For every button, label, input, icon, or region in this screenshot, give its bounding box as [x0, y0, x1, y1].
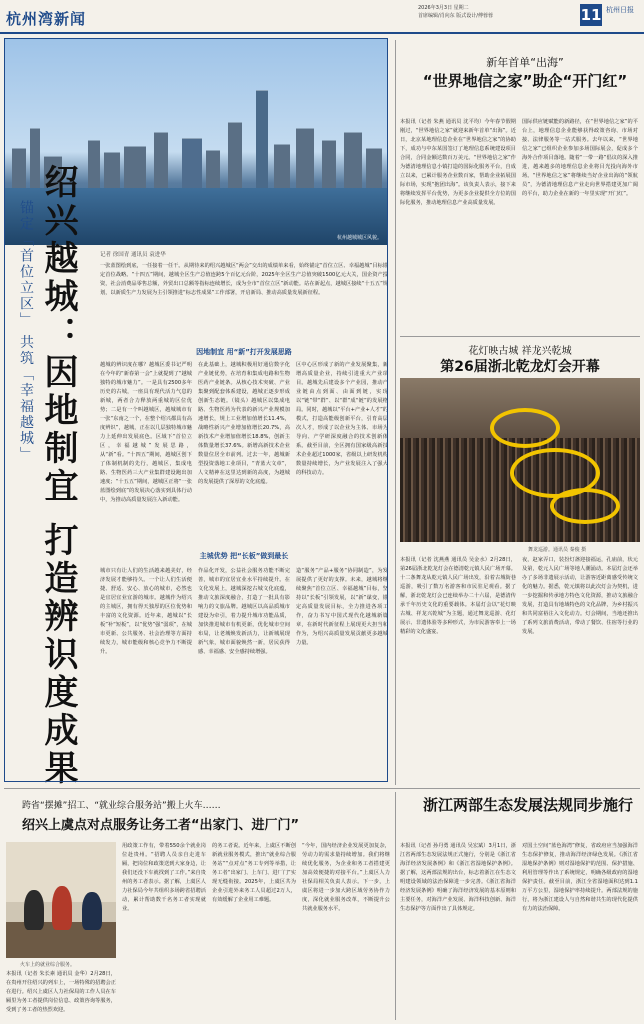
story2-kicker: 花灯映古城 祥龙兴乾城 — [468, 346, 572, 357]
lead-frame — [4, 38, 388, 782]
section2-col3: 造“服务”产品+服务“协同制造”，为发展提供了更好的支撑。未来，越城将继续聚焦“首位立区、幸福越城”目标，坚持以“长板”引领发展，以“新”谋变，锚定高质量发展目标，全力推进各项工作，奋力书写中国式现代化越城新篇章，在新时代新征程上展现更大担当和作为，为绍兴高质量发展贡献更多越城力量。 — [296, 568, 388, 646]
section2-head: 主城优势 把“长板”做到最长 — [199, 552, 289, 560]
story3-title: 浙江两部生态发展法规同步施行 — [422, 796, 633, 814]
section1-col3: 区中心区形成了新的产业发展聚集，新增高质量企业，持续引进重大产业项目。越城先后建设多个产业园，推动产业链由点到面、由面到链，实现以“链”带“群”、以“群”成“链”的发展格局。同时，越城以“平台+产业+人才”的模式，打造高能级创新平台，引育高层次人才，形成了以企业为主体、市场为导向、产学研深度融合的技术创新体系。截至目前，全区拥有国家级高新技术企业超过1000家，省级以上研发机构数量持续增长，为产业发展注入了强大的科技动力。 — [296, 362, 388, 476]
editor-line: 首席编辑/肖向东 版式设计/傅蓉蓉 — [418, 13, 493, 19]
story1-col1: 本报讯（记者 朱燕 通讯员 沈平均）今年春节假期刚过，“世界地信之家”就迎来新年首单“出海”。近日，北京某地理信息企业在“世界地信之家”的协助下，成功与中东某国签订了地理信息系统建设项目合同，合同金额达数百万美元。“世界地信之家”作为德清地理信息小镇打造的国际化服务平台，自成立以来，已累计服务企业数百家，帮助企业拓展国际市场，实现“抱团出海”。该负责人表示，接下来将继续发挥平台优势，为更多企业提供全方位的国际化服务，推动地理信息产业高质量发展。 — [400, 119, 516, 206]
story2-title: 第26届浙北乾龙灯会开幕 — [440, 359, 600, 375]
masthead — [0, 0, 644, 34]
lead-subhead: 锚定「首位立区」 共筑「幸福越城」 — [18, 200, 34, 463]
masthead-meta — [418, 4, 578, 20]
story-divider — [400, 336, 640, 337]
column-divider — [395, 40, 396, 785]
bottom-photo-caption: 火车上的就业综合服务。 — [20, 962, 76, 968]
bottom-col3: 的务工者说。近年来，上虞区不断创新就业服务模式，推出“就业综合服务站”“点对点”务工专列等举措，让务工者“出家门、上车门、进厂门”实现无缝衔接。2025年，上虞区共为企业引进外来务工人员超过2万人，有效缓解了企业用工难题。 — [212, 843, 296, 903]
story1-kicker: 新年首单“出海” — [486, 56, 564, 69]
story2-col2: 夜，赵家弄口，装扮灯盏迎接福运，孔庙前，状元及第，乾元人民广场等地人潮涌动。本届灯会还举办了多场非遗展示活动，让游客近距离感受传统文化的魅力。据悉，乾元镇将以此次灯会为契机，进一步挖掘和传承地方特色文化资源，推动文旅融合发展，打造具有地域特色的文化品牌，为乡村振兴和共同富裕注入文化动力。灯会期间，当地还推出了系列文旅消费活动，带动了餐饮、住宿等行业的发展。 — [522, 557, 638, 635]
section1-head: 因地制宜 用“新”打开发展思路 — [196, 348, 292, 356]
story2-col1: 本报讯（记者 沈燕燕 通讯员 吴金水）2月28日，第26届浙北乾龙灯会在德清乾元镇人民广场开幕。十二条舞龙从乾元镇人民广场出发，沿着古城街巷巡游，吸引了数万名游客和市民驻足观看。据了解，浙北乾龙灯会已连续举办二十六届，是德清传承千年历史文化的重要载体。本届灯会以“花灯映古城、祥龙兴乾城”为主题，通过舞龙巡游、花灯展示、非遗体验等多种形式，为市民游客奉上一场精彩的文化盛宴。 — [400, 557, 516, 635]
section-title: 杭州湾新闻 — [6, 10, 87, 28]
bottom-divider — [4, 788, 640, 789]
page-number: 11 — [580, 6, 602, 24]
bottom-column-divider — [395, 792, 396, 1020]
section2-col2: 作品化开发，公益社会服务功能不断完善，城市的宜居宜业水平持续提升。在文化发展上，越城深挖古城文化底蕴，推动文旅深度融合，打造了一批具有影响力的文旅品牌。越城区以高品质城市建设为牵引，着力提升城市功能品质，加快推进城市有机更新，优化城市空间布局，让老城焕发新活力，让新城展现新气象，城市面貌焕然一新，居民获得感、幸福感、安全感持续增强。 — [198, 568, 290, 655]
date-line: 2026年3月3日 星期二 — [418, 5, 469, 11]
bottom-col1: 本报讯（记者 朱长素 通讯员 金华）2月28日，在贵州开往绍兴的列车上，一场特殊的招聘会正在进行。绍兴上虞区人力社保局的工作人员在车厢里为务工者提供岗位信息、政策咨询等服务，受到了务工者的热烈欢迎。 — [6, 971, 116, 1013]
lead-photo-caption: 杭州越城城区风貌。 — [336, 235, 382, 241]
section2-col1: 城市只有让人们的生活越来越美好，经济发展才能够持久。一个让人们生活便捷、舒适、安心、放心的城市，必然也是宜居宜业宜游的城市。越城作为绍兴的主城区，拥有得天独厚的区位优势和丰富的文化资源。近年来，越城以“长板”补“短板”，以“优势”强“弱项”，在城市更新、公共服务、社会治理等方面持续发力，城市能级和核心竞争力不断提升。 — [100, 568, 192, 655]
story1-col2: 国际供应链赋能的新路径，在“世界地信之家”的平台上，地理信息企业能够获得政策咨询、市场对接、法律服务等一站式服务。去年以来，“世界地信之家”已组织企业参加多场国际展会，促成多个海外合作项目落地。随着“一带一路”倡议的深入推进，越来越多的地理信息企业将目光投向海外市场。“世界地信之家”将继续当好企业出海的“领航员”，为德清地理信息产业走向世界搭建更加广阔的平台，助力企业在新的一年里实现“开门红”。 — [522, 119, 638, 197]
story2-photo-caption: 舞龙巡游。通讯员 秦俊 摄 — [528, 547, 587, 553]
lead-intro: 一张蓝图绘到底，一任接着一任干。从期待来的绍兴越城区“两会”交出的成绩单来看，始终锚定“首位立区、幸福越城”目标锚定首位战略。“十四五”期间，越城全区生产总值连跨5个百亿元台阶，2025年全区生产总值突破1500亿元大关，国企资产投资，社会消费品零售总额，外贸出口总额等指标连续增长，成为全市“首位立区”新动能。站在新起点，越城区接续“十五五”规划，以新质生产力发展为主引领推进“标志性成果”工作部署，开启新局、推动高质量发展新征程。 — [100, 263, 388, 296]
section1-col2: 在此基础上，越城积极用好通信数字化产业链优势，在培育和集成电路和生物医药产业链条。从核心技术突破、产业集聚到配套体系建设，越城正逐步形成创新生态链。（镜头）越城区以集成电路、生物医药为代表的新兴产业规模加速增长，规上工业增加值增长11.4%，战略性新兴产业增加值增长20.7%，高新技术产业增加值增长18.8%，创新主体数量增长37.6%。新增高新技术企业数量位居全市前列。过去一年，越城新型投资落地工业项目，“青蓝大文章”，人文精神在这里达到新的高度，为越城的发展提供了深厚的文化底蕴。 — [198, 362, 290, 485]
bottom-col4: “今年，国内经济企业发展更加复杂，劳动力的需求量持续增加。我们将继续优化服务，为企业和务工者搭建更加高效便捷的对接平台。”上虞区人力社保局相关负责人表示。下一步，上虞区将进一步加大跨区域劳务协作力度，深化就业服务改革，不断提升公共就业服务水平。 — [302, 843, 390, 912]
dragon-dance-photo — [400, 378, 640, 542]
story3-col2: 对国土空间“蓝色海湾”修复，省政府应当加强海洋生态保护修复，推动海洋经济绿色发展。《浙江省湿地保护条例》则对湿地保护的范围、保护措施、利用管理等作出了系统规定，明确各级政府的湿地保护责任。截至目前，浙江全省湿地面积达到1.1万平方公里，湿地保护率持续提升。两部法规的施行，将为浙江建设人与自然和谐共生的现代化提供有力的法治保障。 — [522, 843, 638, 912]
lead-headline: 绍兴越城：因地制宜 打造辨识度成果 — [38, 164, 78, 788]
story3-col1: 本报讯（记者 孙丹勇 通讯员 吴宏斌）3月1日，浙江省两部生态发展法规正式施行，分别是《浙江省海洋经济发展条例》和《浙江省湿地保护条例》。据了解，这两部法规的出台，标志着浙江在生态文明建设领域的法治保障进一步完善。《浙江省海洋经济发展条例》明确了海洋经济发展的基本原则和主要任务，对海洋产业发展、海洋科技创新、海洋生态保护等方面作出了具体规定。 — [400, 843, 516, 912]
train-service-photo — [6, 842, 116, 958]
bottom-title: 绍兴上虞点对点服务让务工者“出家门、进厂门” — [22, 818, 300, 833]
bottom-col2: 用政策工作有，带着550余个就业岗位赴贵州。“招聘人员亲自走进车厢，把岗位和政策送到大家身边，让我们还没下车就找到了工作。”来自贵州的务工者表示。据了解，上虞区人力社保局今年共组织多场跨省招聘活动，累计帮助数千名务工者实现就业。 — [122, 843, 206, 912]
newspaper-logo: 杭州日报 — [606, 6, 634, 14]
bottom-kicker: 跨省“摆摊”招工、“就业综合服务站”搬上火车…… — [22, 801, 221, 811]
story1-title: “世界地信之家”助企“开门红” — [422, 72, 628, 90]
section1-col1: 越城的辨识度在哪？越城区委书记严明在今年的“新春第一会”上就提到了“越城独特的城市魅力”。一是具有2500多年历史的古城，一座具有现代活力气息的新城，两者合力释放两重城的区位优势；二是有一个叫越城区，越城城市有一张“东南之一个，在整个绍兴都具有高度辨识”，越城，正在以几层独特城市魅力上延伸出发展底色。区域下“首位立区，幸福越城”发展思路，从“新”看。“十四五”期间，越城区创下了体制机制的先行，越城区，集成电路、生物医药三大产业集群建设跑出加速度；“十五五”期间，越城区正将“一张蓝图绘到底”的发展决心落实到具体行动中，为推动高质量发展注入新动能。 — [100, 362, 192, 503]
lead-byline: 记者 徐国青 通讯员 袁进华 — [100, 252, 166, 258]
